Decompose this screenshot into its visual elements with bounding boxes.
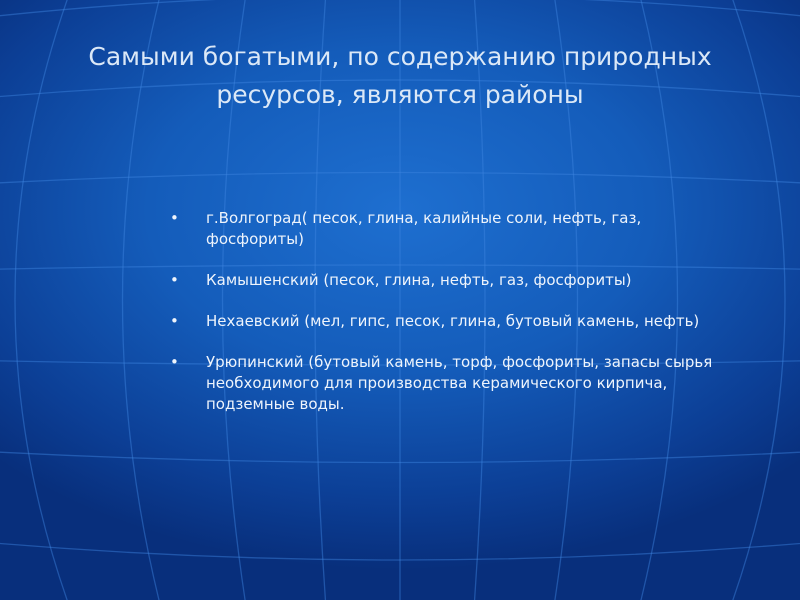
list-item-text: Камышенский (песок, глина, нефть, газ, фосфориты) <box>206 271 632 289</box>
slide-title: Самыми богатыми, по содержанию природных ресурсов, являются районы <box>88 42 712 109</box>
bullet-dot: • <box>170 312 179 330</box>
list-item-text: г.Волгоград( песок, глина, калийные соли, нефть, газ, фосфориты) <box>206 209 642 248</box>
bullet-dot: • <box>170 353 179 371</box>
bullet-list <box>170 208 730 435</box>
list-item <box>170 311 730 332</box>
list-item <box>170 352 730 415</box>
bullet-dot: • <box>170 271 179 289</box>
list-item-text: Урюпинский (бутовый камень, торф, фосфориты, запасы сырья необходимого для производства керамического кирпича, подземные воды. <box>206 353 713 413</box>
list-item-text: Нехаевский (мел, гипс, песок, глина, бутовый камень, нефть) <box>206 312 700 330</box>
list-item <box>170 270 730 291</box>
list-item <box>170 208 730 250</box>
bullet-dot: • <box>170 209 179 227</box>
